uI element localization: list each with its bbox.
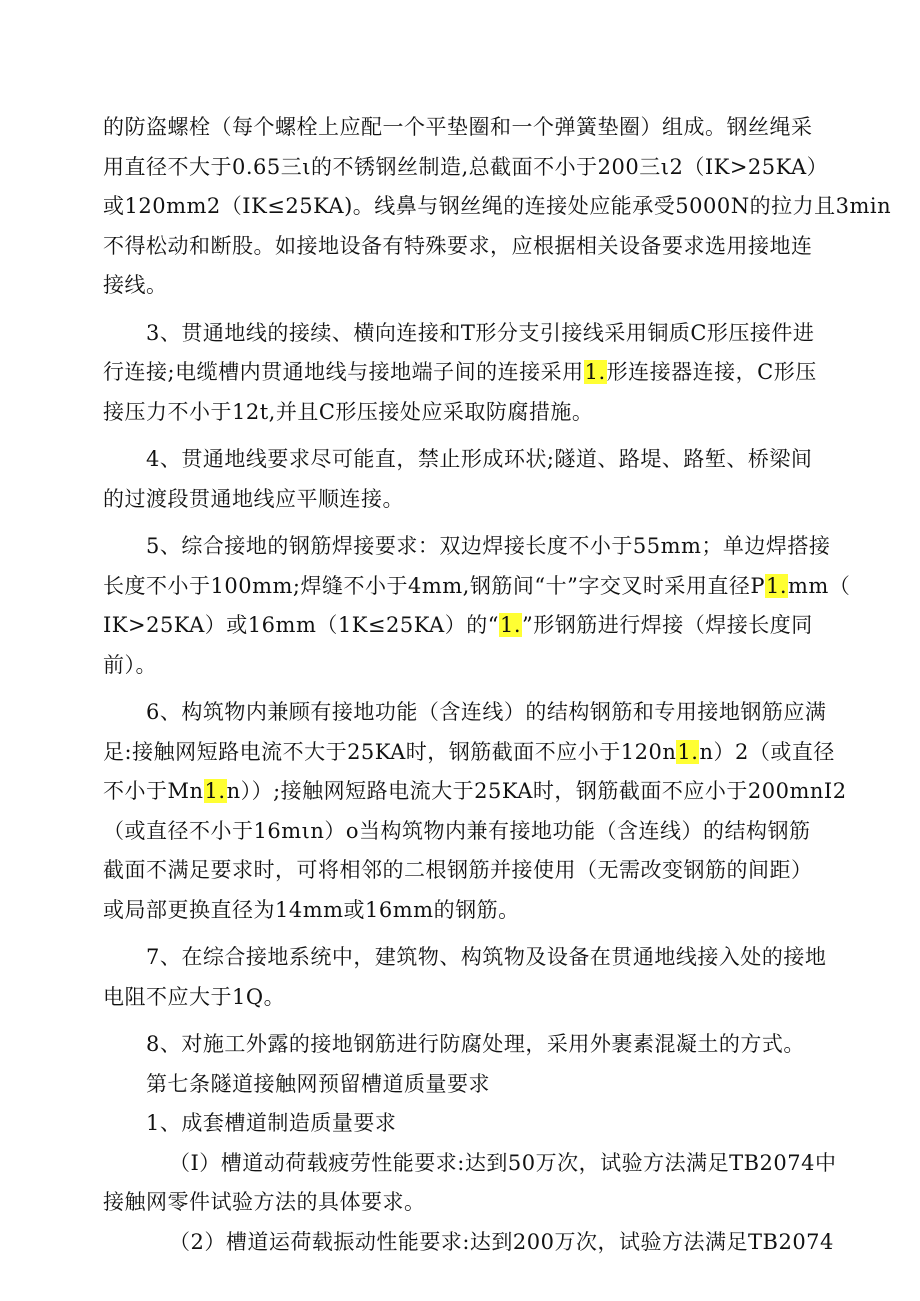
text-line: 接触网零件试验方法的具体要求。	[103, 1190, 426, 1214]
paragraph-7	[0, 938, 920, 1017]
text-line: 接压力不小于12t,并且C形压接处应采取防腐措施。	[103, 399, 594, 424]
highlight-mark: 1.	[584, 360, 606, 384]
highlight-mark: 1.	[765, 573, 787, 598]
text-line: 的防盗螺栓（每个螺栓上应配一个平垫圈和一个弹簧垫圈）组成。钢丝绳采	[103, 115, 813, 139]
text-line: 足:接触网短路电流不大于25KA时，钢筋截面不应小于120n1.n）2（或直径	[103, 739, 835, 764]
text-line: 6、构筑物内兼顾有接地功能（含连线）的结构钢筋和专用接地钢筋应满	[146, 700, 827, 724]
highlight-mark: 1.	[204, 779, 226, 803]
text-line: 行连接;电缆槽内贯通地线与接地端子间的连接采用1.形连接器连接，C形压	[103, 360, 817, 384]
highlight-mark: 1.	[499, 613, 522, 637]
text-line: 前）。	[103, 652, 157, 677]
paragraph-5	[0, 527, 920, 685]
paragraph-6	[0, 693, 920, 930]
item-1	[0, 1144, 920, 1223]
text-line: 电阻不应大于1Q。	[103, 984, 286, 1009]
text-line: 8、对施工外露的接地钢筋进行防腐处理，采用外裹素混凝土的方式。	[146, 1032, 805, 1056]
text-line: （或直径不小于16mιn）o当构筑物内兼有接地功能（含连线）的结构钢筋	[103, 818, 811, 843]
text-line: 7、在综合接地系统中，建筑物、构筑物及设备在贯通地线接入处的接地	[146, 945, 827, 969]
section-heading	[0, 1104, 920, 1144]
text-line: 不得松动和断股。如接地设备有特殊要求，应根据相关设备要求选用接地连	[103, 233, 813, 258]
text-line: 4、贯通地线要求尽可能直，禁止形成环状;隧道、路堤、路堑、桥梁间	[146, 447, 813, 471]
text-line: 用直径不大于0.65三ι的不锈钢丝制造,总截面不小于200三ι2（IK>25KA）	[103, 154, 829, 179]
text-line: 截面不满足要求时，可将相邻的二根钢筋并接使用（无需改变钢筋的间距）	[103, 858, 813, 882]
text-line: 的过渡段贯通地线应平顺连接。	[103, 486, 404, 511]
text-line: 接线。	[103, 273, 168, 297]
paragraph-8	[0, 1025, 920, 1065]
text-line: （I）槽道动荷载疲劳性能要求:达到50万次，试验方法满足TB2074中	[169, 1150, 837, 1175]
item-2	[0, 1223, 920, 1263]
highlight-mark: 1.	[677, 739, 699, 764]
text-line: IK>25KA）或16mm（1K≤25KA）的“1.”形钢筋进行焊接（焊接长度同	[103, 613, 813, 637]
text-line: 5、综合接地的钢筋焊接要求：双边焊接长度不小于55mm；单边焊搭接	[146, 534, 831, 558]
paragraph-4	[0, 440, 920, 519]
text-line: 或局部更换直径为14mm或16mm的钢筋。	[103, 897, 520, 922]
text-line: （2）槽道运荷载振动性能要求:达到200万次，试验方法满足TB2074	[169, 1229, 834, 1254]
text-line: 长度不小于100mm;焊缝不小于4mm,钢筋间“十”字交叉时采用直径P1.mm（	[103, 573, 851, 598]
text-line: 3、贯通地线的接续、横向连接和T形分支引接线采用铜质C形压接件进	[146, 320, 815, 345]
text-line: 第七条隧道接触网预留槽道质量要求	[146, 1071, 490, 1096]
text-line: 或120mm2（IK≤25KA)。线鼻与钢丝绳的连接处应能承受5000N的拉力且3min	[103, 194, 892, 218]
text-line: 1、成套槽道制造质量要求	[146, 1111, 397, 1135]
article-heading	[0, 1065, 920, 1105]
text-line: 不小于Mn1.n））;接触网短路电流大于25KA时，钢筋截面不应小于200mnI2	[103, 779, 847, 803]
paragraph-3	[0, 314, 920, 433]
paragraph-continuation	[0, 108, 920, 306]
